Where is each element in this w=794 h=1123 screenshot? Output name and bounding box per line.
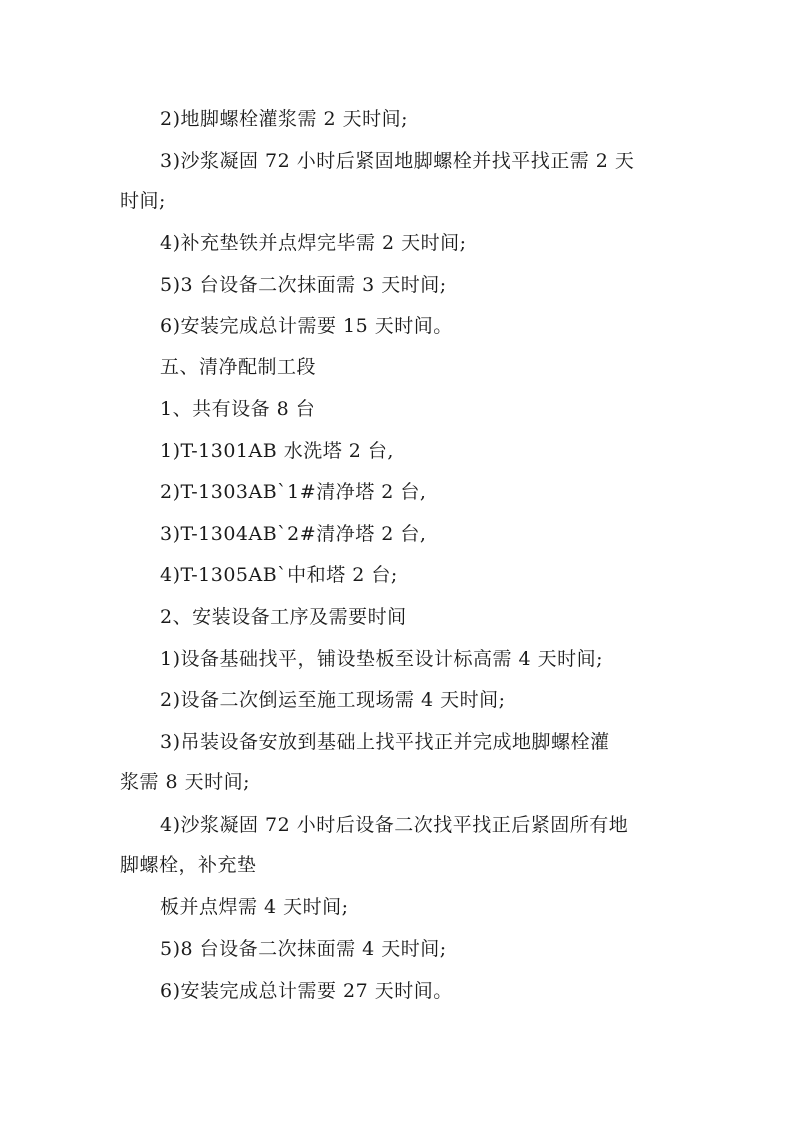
subsection-heading: 1、共有设备 8 台 [160,398,316,420]
text-line: 脚螺栓，补充垫 [120,854,257,876]
text-line: 3)T-1304AB`2#清净塔 2 台, [160,523,427,545]
text-line: 3)吊装设备安放到基础上找平找正并完成地脚螺栓灌 [160,731,610,753]
text-line: 6)安装完成总计需要 27 天时间。 [160,980,453,1002]
text-line: 1)设备基础找平，铺设垫板至设计标高需 4 天时间; [160,648,604,670]
text-line: 3)沙浆凝固 72 小时后紧固地脚螺栓并找平找正需 2 天 [160,150,635,172]
text-line: 时间; [120,190,166,212]
text-line: 4)T-1305AB`中和塔 2 台; [160,564,398,586]
subsection-heading: 2、安装设备工序及需要时间 [160,606,407,628]
text-line: 4)补充垫铁并点焊完毕需 2 天时间; [160,232,467,254]
text-line: 2)设备二次倒运至施工现场需 4 天时间; [160,689,506,711]
text-line: 1)T-1301AB 水洗塔 2 台, [160,440,394,462]
text-line: 6)安装完成总计需要 15 天时间。 [160,315,453,337]
text-line: 2)地脚螺栓灌浆需 2 天时间; [160,108,409,130]
text-line: 浆需 8 天时间; [120,771,251,793]
text-line: 4)沙浆凝固 72 小时后设备二次找平找正后紧固所有地 [160,814,629,836]
text-line: 5)8 台设备二次抹面需 4 天时间; [160,938,447,960]
text-line: 5)3 台设备二次抹面需 3 天时间; [160,274,447,296]
text-line: 板并点焊需 4 天时间; [160,896,349,918]
section-heading: 五、清净配制工段 [160,356,317,378]
text-line: 2)T-1303AB`1#清净塔 2 台, [160,481,427,503]
